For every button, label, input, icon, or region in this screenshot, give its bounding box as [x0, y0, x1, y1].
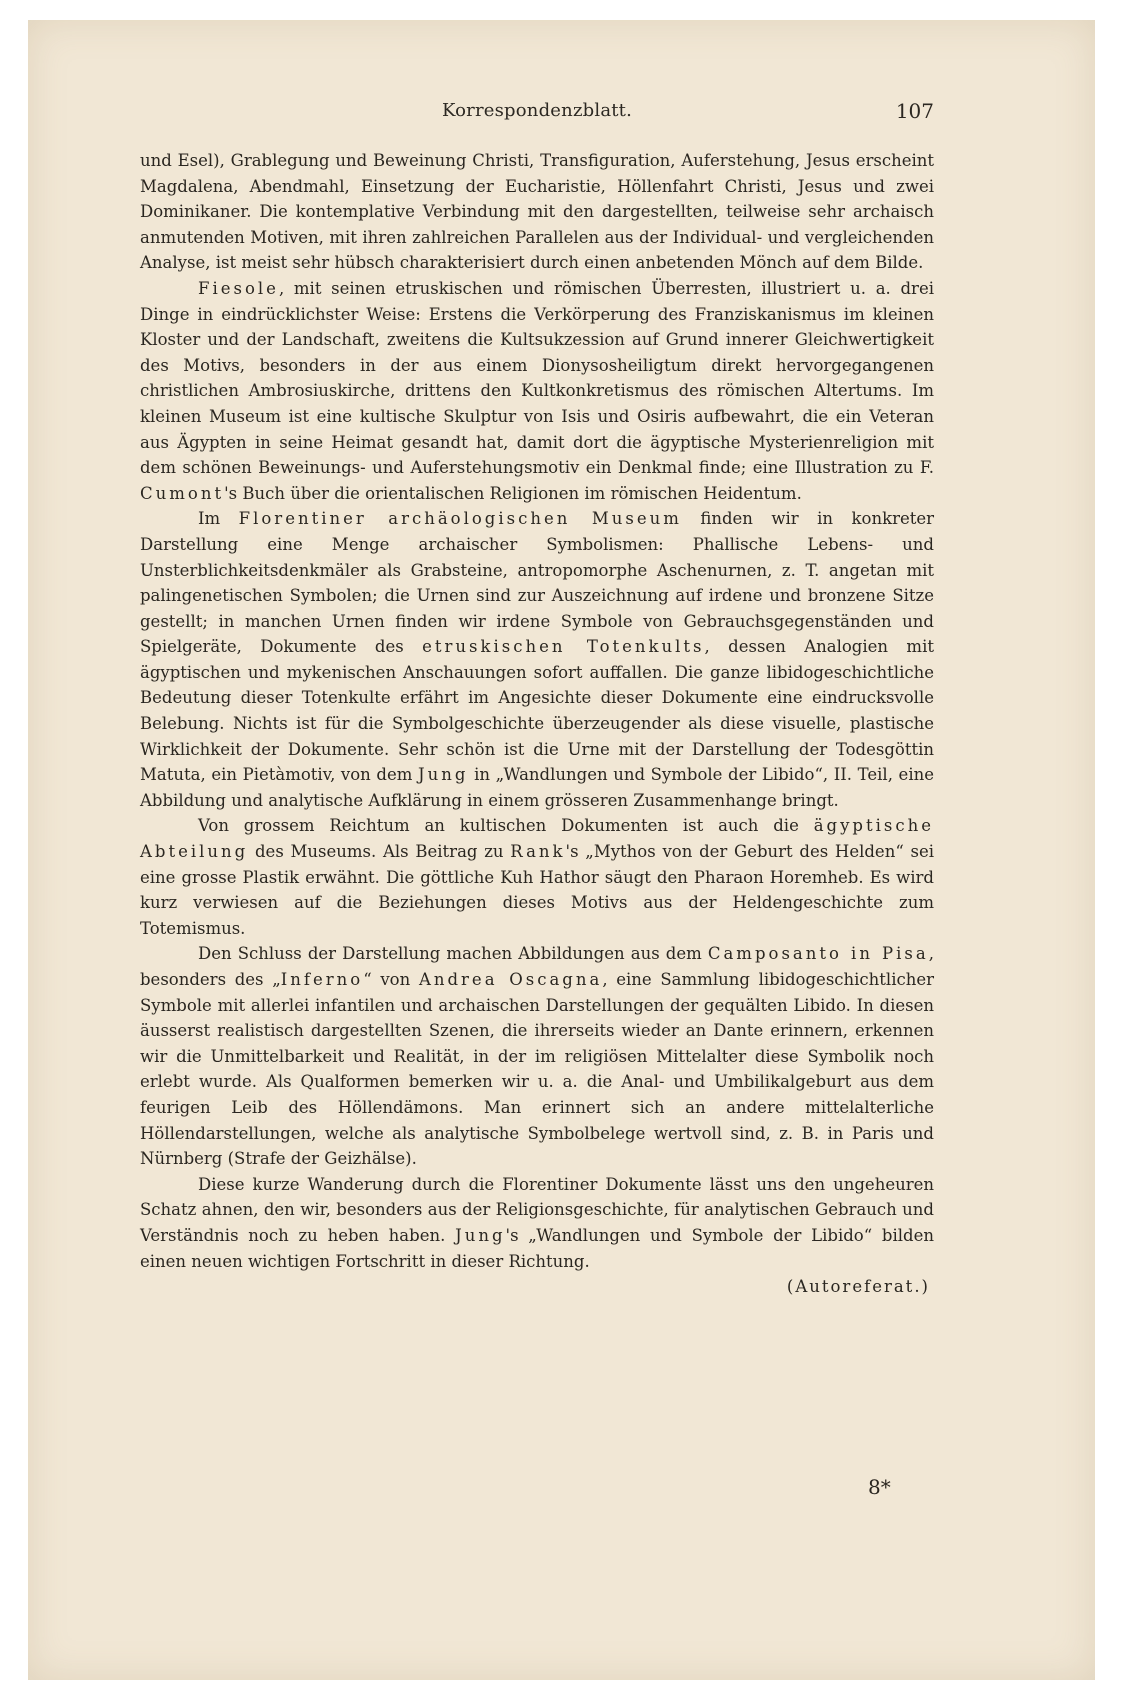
text-run: 's Buch über die orientalischen Religionen im römischen Heidentum.	[224, 483, 802, 503]
spaced-emphasis: Cumont	[140, 483, 225, 503]
text-run: Den Schluss der Darstellung machen Abbildungen aus dem	[198, 944, 708, 964]
spaced-emphasis: ägyptische Abteilung	[140, 816, 934, 862]
running-title: Korrespondenzblatt.	[441, 100, 633, 121]
text-run: in „Wandlungen und Symbole der Libido“, II. Teil, eine Abbildung und analytische Aufklärung in einem grösseren Zusammenhange bringt.	[140, 765, 934, 810]
spaced-emphasis: Camposanto in Pisa	[707, 944, 929, 964]
paragraph-3	[140, 506, 934, 813]
paragraph-4	[140, 813, 934, 941]
signature: (Autoreferat.)	[786, 1277, 930, 1297]
page-header	[140, 100, 934, 126]
text-run: Diese kurze Wanderung durch die Florentiner Dokumente lässt uns den ungeheuren Schatz ahnen, den wir, besonders aus der Religionsgeschichte, für analytischen Gebrauch und Verständnis noch zu heben haben.	[140, 1174, 934, 1245]
text-run: “ von	[363, 970, 419, 989]
text-run: , mit seinen etruskischen und römischen Überresten, illustriert u. a. drei Dinge in eindrücklichster Weise: Erstens die Verkörperung des Franziskanismus im kleinen Kloster und der Landschaft, zweitens die Kultsukzession auf Grund innerer Gleichwertigkeit des Motivs, besonders in der aus einem Dionysosheiligtum direkt hervorgegangenen christlichen Ambrosiuskirche, drittens den Kultkonkretismus des römischen Altertums. Im kleinen Museum ist eine kultische Skulptur von Isis und Osiris aufbewahrt, die ein Veteran aus Ägypten in seine Heimat gesandt hat, damit dort die ägyptische Mysterienreligion mit dem schönen Beweinungs- und Auferstehungsmotiv ein Denkmal finde; eine Illustration zu F.	[140, 278, 934, 478]
paragraph-1	[140, 148, 934, 276]
paragraph-2	[140, 276, 934, 506]
page-number: 107	[895, 99, 934, 123]
paragraph-6	[140, 1172, 934, 1274]
spaced-emphasis: Rank	[510, 842, 566, 862]
text-run: 's „Mythos von der Geburt des Helden“ sei eine grosse Plastik erwähnt. Die göttliche Kuh Hathor säugt den Pharaon Horemheb. Es wird kurz verwiesen auf die Beziehungen dieses Motivs aus der Heldengeschichte zum Totemismus.	[140, 842, 935, 938]
text-run: , besonders des „	[140, 944, 934, 989]
spaced-emphasis: Inferno	[280, 970, 364, 989]
text-run: finden wir in konkreter Darstellung eine Menge archaischer Symbolismen: Phallische Lebens- und Unsterblichkeitsdenkmäler als Grabsteine, antropomorphe Aschenurnen, z. T. angetan mit palingenetischen Symbolen; die Urnen sind zur Auszeichnung auf irdene und bronzene Sitze gestellt; in manchen Urnen finden wir irdene Symbole von Gebrauchsgegenständen und Spielgeräte, Dokumente des	[140, 509, 935, 657]
spaced-emphasis: Andrea Oscagna	[418, 970, 603, 989]
text-run: 's „Wandlungen und Symbole der Libido“ bilden einen neuen wichtigen Fortschritt in dieser Richtung.	[140, 1225, 934, 1271]
paragraph-5	[140, 941, 934, 1171]
spaced-emphasis: etruskischen Totenkults	[422, 637, 705, 657]
spaced-emphasis: Fiesole	[198, 278, 279, 298]
text-run: , eine Sammlung libidogeschichtlicher Symbole mit allerlei infantilen und archaischen Darstellungen der gequälten Libido. In diesen äusserst realistisch dargestellten Szenen, die ihrerseits wieder an Dante erinnern, erkennen wir die Unmittelbarkeit und Realität, in der im religiösen Mittelalter diese Symbolik noch erlebt wurde. Als Qualformen bemerken wir u. a. die Anal- und Umbilikalgeburt aus dem feurigen Leib des Höllendämons. Man erinnert sich an andere mittelalterliche Höllendarstellungen, welche als analytische Symbolbelege wertvoll sind, z. B. in Paris und Nürnberg (Strafe der Geizhälse).	[140, 970, 934, 1169]
text-run: des Museums. Als Beitrag zu	[248, 842, 511, 862]
text-run: Im	[198, 509, 239, 529]
sheet-mark: 8*	[868, 1475, 891, 1499]
text-run: Von grossem Reichtum an kultischen Dokumenten ist auch die	[198, 816, 814, 836]
text-run: und Esel), Grablegung und Beweinung Christi, Transfiguration, Auferstehung, Jesus erscheint Magdalena, Abendmahl, Einsetzung der Eucharistie, Höllenfahrt Christi, Jesus und zwei Dominikaner. Die kontemplative Verbindung mit den dargestellten, teilweise sehr archaisch anmutenden Motiven, mit ihren zahlreichen Parallelen aus der Individual- und vergleichenden Analyse, ist meist sehr hübsch charakterisiert durch einen anbetenden Mönch auf dem Bilde.	[140, 151, 934, 273]
body-text	[140, 148, 934, 1300]
text-run: , dessen Analogien mit ägyptischen und mykenischen Anschauungen sofort auffallen. Die ganze libidogeschichtliche Bedeutung dieser Totenkulte erfährt im Angesichte dieser Dokumente eine eindrucksvolle Belebung. Nichts ist für die Symbolgeschichte überzeugender als diese visuelle, plastische Wirklichkeit der Dokumente. Sehr schön ist die Urne mit der Darstellung der Todesgöttin Matuta, ein Pietàmotiv, von dem	[140, 637, 934, 785]
spaced-emphasis: Jung	[418, 765, 469, 785]
spaced-emphasis: Jung	[455, 1225, 506, 1245]
spaced-emphasis: Florentiner archäologischen Museum	[238, 509, 682, 529]
